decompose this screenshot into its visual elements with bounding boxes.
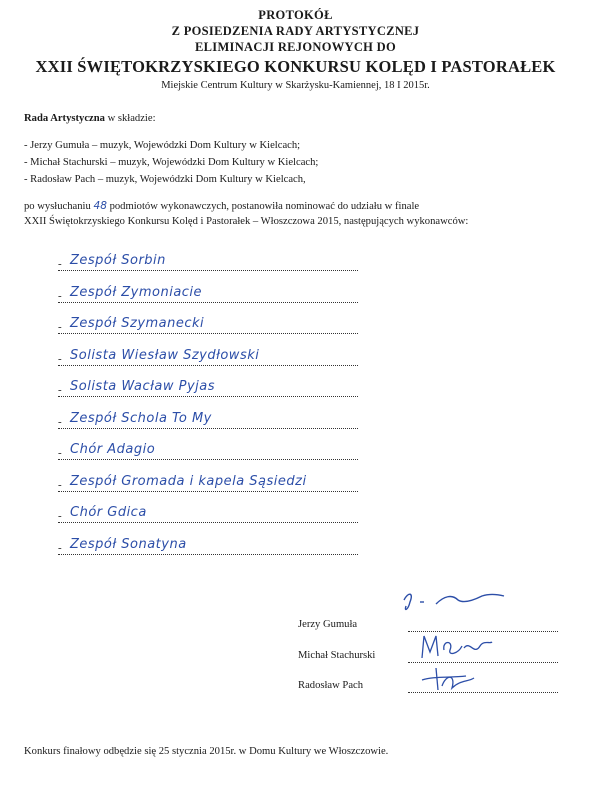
nominee-name: Zespół Sorbin	[70, 253, 166, 268]
signatory-name: Jerzy Gumuła	[298, 619, 358, 630]
nominee-name: Zespół Sonatyna	[70, 537, 187, 552]
council-label-rest: w składzie:	[104, 113, 156, 124]
dotted-line	[58, 396, 358, 397]
nominee-name: Chór Adagio	[70, 442, 156, 457]
list-dash: -	[58, 510, 62, 522]
nominee-name: Solista Wiesław Szydłowski	[70, 348, 260, 363]
council-member: - Radosław Pach – muzyk, Wojewódzki Dom Kultury w Kielcach,	[24, 174, 306, 185]
decision-text: po wysłuchaniu	[24, 201, 94, 212]
list-dash: -	[58, 479, 62, 491]
list-dash: -	[58, 416, 62, 428]
nominee-name: Zespół Gromada i kapela Sąsiedzi	[70, 474, 307, 489]
protocol-heading: PROTOKÓŁ	[258, 8, 333, 22]
signature-radoslaw-pach	[420, 664, 480, 694]
dotted-line	[58, 491, 358, 492]
signature-jerzy-gumula	[400, 588, 510, 618]
nominee-name: Solista Wacław Pyjas	[70, 379, 216, 394]
dotted-line	[58, 270, 358, 271]
signatory-name: Michał Stachurski	[298, 650, 376, 661]
dotted-line	[58, 428, 358, 429]
list-dash: -	[58, 353, 62, 365]
dotted-line	[58, 365, 358, 366]
signature-michal-stachurski	[418, 630, 498, 664]
signatory-name: Radosław Pach	[298, 680, 364, 691]
list-dash: -	[58, 290, 62, 302]
dotted-line	[58, 459, 358, 460]
performer-count: 48	[93, 200, 107, 212]
council-member: - Jerzy Gumuła – muzyk, Wojewódzki Dom Kultury w Kielcach;	[24, 140, 301, 151]
place-date: Miejskie Centrum Kultury w Skarżysku-Kamiennej, 18 I 2015r.	[161, 80, 430, 91]
list-dash: -	[58, 258, 62, 270]
dotted-line	[58, 333, 358, 334]
decision-line-2: XXII Świętokrzyskiego Konkursu Kolęd i Pastorałek – Włoszczowa 2015, następujących wykonawców:	[24, 216, 469, 227]
nominee-name: Chór Gdica	[70, 505, 147, 520]
nominee-name: Zespół Schola To My	[70, 411, 212, 426]
final-note: Konkurs finałowy odbędzie się 25 stycznia 2015r. w Domu Kultury we Włoszczowie.	[24, 746, 389, 757]
protocol-subheading: Z POSIEDZENIA RADY ARTYSTYCZNEJ	[171, 24, 420, 38]
council-label-bold: Rada Artystyczna	[24, 113, 105, 124]
council-member: - Michał Stachurski – muzyk, Wojewódzki Dom Kultury w Kielcach;	[24, 157, 319, 168]
dotted-line	[58, 522, 358, 523]
protocol-subheading-2: ELIMINACJI REJONOWYCH DO	[195, 40, 396, 54]
nominee-name: Zespół Zymoniacie	[70, 285, 203, 300]
list-dash: -	[58, 321, 62, 333]
decision-text-2: podmiotów wykonawczych, postanowiła nominować do udziału w finale	[106, 201, 420, 212]
dotted-line	[58, 554, 358, 555]
council-label	[24, 113, 156, 124]
list-dash: -	[58, 447, 62, 459]
nominee-name: Zespół Szymanecki	[70, 316, 205, 331]
decision-line-1	[24, 200, 564, 212]
list-dash: -	[58, 384, 62, 396]
document-title: XXII ŚWIĘTOKRZYSKIEGO KONKURSU KOLĘD I PASTORAŁEK	[35, 57, 556, 76]
list-dash: -	[58, 542, 62, 554]
dotted-line	[58, 302, 358, 303]
